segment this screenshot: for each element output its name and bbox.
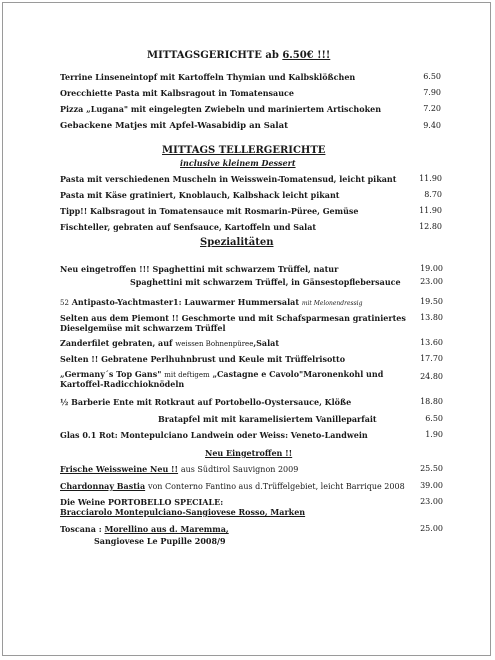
- menu-title: [147, 51, 330, 61]
- menu-item-tail: aus Südtirol Sauvignon 2009: [180, 465, 299, 474]
- menu-item-name: Gebackene Matjes mit Apfel-Wasabidip an Salat: [60, 121, 289, 131]
- menu-item-note: weissen Bohnenpüree: [175, 340, 254, 348]
- menu-item-price: 17.70: [420, 354, 443, 363]
- menu-item-underlined: Morellino aus d. Maremma,: [104, 524, 229, 534]
- menu-item-name: Fischteller, gebraten auf Senfsauce, Kartoffeln und Salat: [60, 222, 317, 232]
- menu-item-price: 1.90: [425, 430, 443, 439]
- menu-item-name: ½ Barberie Ente mit Rotkraut auf Portobello-Oystersauce, Klöße: [60, 397, 352, 407]
- section-heading: Neu Eingetroffen !!: [205, 448, 293, 458]
- section-heading: MITTAGS TELLERGERICHTE: [162, 145, 326, 156]
- menu-item-price: 7.20: [423, 104, 441, 113]
- menu-item-price: 39.00: [420, 481, 443, 490]
- menu-item-title: Chardonnay Bastia: [60, 481, 146, 491]
- menu-item-price: 23.00: [420, 497, 443, 506]
- menu-item-name: Selten aus dem Piemont !! Geschmorte und mit Schafsparmesan gratiniertes: [60, 313, 406, 323]
- menu-item-title: Frische Weissweine Neu !!: [60, 464, 179, 474]
- menu-item-name: [60, 464, 298, 475]
- menu-item-name: Orecchiette Pasta mit Kalbsragout in Tomatensauce: [60, 88, 294, 98]
- menu-item-price: 13.60: [420, 338, 443, 347]
- menu-item-name: Pasta mit verschiedenen Muscheln in Weisswein-Tomatensud, leicht pikant: [60, 174, 397, 184]
- menu-item-price: 25.50: [420, 464, 443, 473]
- menu-item-price: 19.50: [420, 297, 443, 306]
- menu-item-price: 8.70: [424, 190, 442, 199]
- menu-item-name: Selten !! Gebratene Perlhuhnbrust und Keule mit Trüffelrisotto: [60, 354, 346, 364]
- menu-item-price: 19.00: [420, 264, 443, 273]
- menu-item-name: Spaghettini mit schwarzem Trüffel, in Gänsestopflebersauce: [130, 277, 401, 287]
- menu-item-name: Pasta mit Käse gratiniert, Knoblauch, Kalbshack leicht pikant: [60, 190, 340, 200]
- menu-item-title: Antipasto-Yachtmaster1: Lauwarmer Hummersalat: [71, 297, 300, 307]
- menu-item-name: Terrine Linseneintopf mit Kartoffeln Thymian und Kalbsklößchen: [60, 72, 356, 82]
- menu-item-price: 6.50: [425, 414, 443, 423]
- menu-item-price: 11.90: [419, 174, 442, 183]
- section-subheading: inclusive kleinem Dessert: [180, 158, 296, 168]
- menu-item-name: [60, 297, 362, 309]
- menu-item-price: 24.80: [420, 372, 443, 381]
- menu-item-price: 9.40: [423, 121, 441, 130]
- menu-item-number: 52: [60, 299, 69, 307]
- menu-item-tail: ,Salat: [253, 338, 280, 348]
- menu-item-price: 23.00: [420, 277, 443, 286]
- menu-item-note: mit Melonendressig: [301, 300, 363, 307]
- menu-item-note: mit deftigem: [164, 371, 210, 379]
- menu-item-price: 6.50: [423, 72, 441, 81]
- menu-item-name: Glas 0.1 Rot: Montepulciano Landwein oder Weiss: Veneto-Landwein: [60, 430, 368, 440]
- menu-item-name: Bratapfel mit mit karamelisiertem Vanilleparfait: [158, 414, 377, 424]
- menu-item-title: „Germany´s Top Gans": [60, 369, 162, 379]
- menu-title-price: 6.50€ !!!: [282, 50, 331, 61]
- menu-item-price: 25.00: [420, 524, 443, 533]
- menu-item-price: 11.90: [419, 206, 442, 215]
- section-heading: Spezialitäten: [200, 237, 274, 248]
- menu-item-name: Tipp!! Kalbsragout in Tomatensauce mit Rosmarin-Püree, Gemüse: [60, 206, 359, 216]
- menu-item-tail: von Conterno Fantino aus d.Trüffelgebiet, leicht Barrique 2008: [147, 482, 405, 491]
- menu-item-name: Die Weine PORTOBELLO SPECIALE:: [60, 497, 224, 507]
- menu-item-tail: „Castagne e Cavolo"Maronenkohl und: [212, 369, 384, 379]
- menu-item-price: 7.90: [423, 88, 441, 97]
- menu-item-price: 12.80: [419, 222, 442, 231]
- menu-item-name-line2: Sangiovese Le Pupille 2008/9: [94, 536, 226, 546]
- menu-item-name-line2: Bracciarolo Montepulciano-Sangiovese Rosso, Marken: [60, 507, 306, 517]
- menu-item-name: [60, 524, 229, 534]
- menu-item-name: [60, 481, 405, 492]
- menu-item-name: Pizza „Lugana" mit eingelegten Zwiebeln und mariniertem Artischoken: [60, 104, 382, 114]
- menu-item-price: 13.80: [420, 313, 443, 322]
- menu-item-name: Neu eingetroffen !!! Spaghettini mit schwarzem Trüffel, natur: [60, 264, 339, 274]
- menu-item-title: Toscana :: [60, 524, 105, 534]
- menu-item-name-line2: Kartoffel-Radicchioknödeln: [60, 379, 185, 389]
- menu-item-price: 18.80: [420, 397, 443, 406]
- menu-item-name-line2: Dieselgemüse mit schwarzem Trüffel: [60, 323, 226, 333]
- menu-item-name: [60, 338, 279, 349]
- menu-title-text: MITTAGSGERICHTE ab: [147, 50, 283, 61]
- menu-item-title: Zanderfilet gebraten, auf: [60, 338, 173, 348]
